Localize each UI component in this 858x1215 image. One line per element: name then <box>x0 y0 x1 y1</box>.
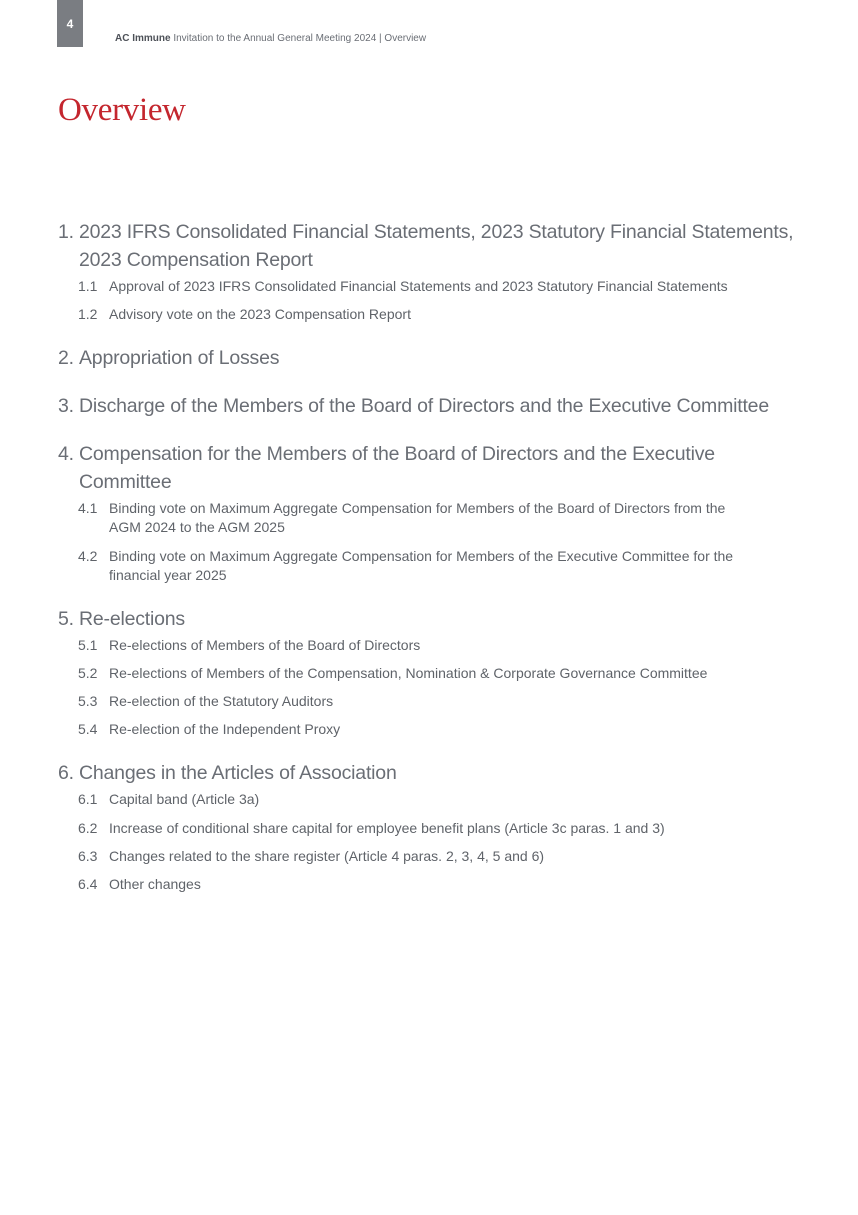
page-number-tab <box>57 0 83 47</box>
agenda-sub-item <box>78 499 808 537</box>
sub-item-number: 5.2 <box>78 664 98 681</box>
section-number: 6. <box>58 762 74 785</box>
sub-item-text: Binding vote on Maximum Aggregate Compensation for Members of the Board of Directors from the AGM 2024 to the AGM 2025 <box>109 500 726 536</box>
section-title: Appropriation of Losses <box>79 347 280 370</box>
sub-item-text: Increase of conditional share capital for employee benefit plans (Article 3c paras. 1 and 3) <box>109 819 665 836</box>
section-heading <box>58 344 808 372</box>
brand-name: AC Immune <box>115 33 171 44</box>
sub-item-number: 6.3 <box>78 848 98 865</box>
section-heading <box>58 605 808 633</box>
sub-item-text: Re-election of the Statutory Auditors <box>109 693 334 710</box>
section-title: Compensation for the Members of the Board of Directors and the Executive Committee <box>79 443 715 494</box>
section-heading <box>58 440 808 496</box>
agenda-sub-item <box>78 547 808 585</box>
sub-item-text: Advisory vote on the 2023 Compensation Report <box>109 306 411 323</box>
agenda-section <box>58 392 808 420</box>
document-title: Invitation to the Annual General Meeting 2024 | Overview <box>173 33 427 44</box>
sub-item-number: 4.1 <box>78 500 98 517</box>
agenda-sub-item <box>78 875 808 894</box>
sub-item-number: 5.1 <box>78 636 98 653</box>
sub-item-list <box>78 636 808 740</box>
section-heading <box>58 759 808 787</box>
sub-item-list <box>78 790 808 894</box>
running-header <box>115 33 426 44</box>
agenda-section <box>58 605 808 740</box>
sub-item-number: 5.3 <box>78 693 98 710</box>
page-title: Overview <box>58 92 186 128</box>
section-number: 4. <box>58 443 74 466</box>
agenda-section <box>58 759 808 894</box>
sub-item-number: 1.1 <box>78 278 98 294</box>
section-number: 2. <box>58 347 74 370</box>
section-title: Discharge of the Members of the Board of Directors and the Executive Committee <box>79 395 769 418</box>
sub-item-text: Re-election of the Independent Proxy <box>109 721 341 738</box>
section-heading <box>58 392 808 420</box>
sub-item-number: 6.4 <box>78 876 98 893</box>
section-heading <box>58 218 808 274</box>
agenda-sub-item <box>78 790 808 809</box>
sub-item-number: 1.2 <box>78 306 98 323</box>
sub-item-number: 6.1 <box>78 791 98 808</box>
section-title: Re-elections <box>79 607 185 630</box>
agenda-section <box>58 440 808 584</box>
agenda-sub-item <box>78 636 808 655</box>
section-title: 2023 IFRS Consolidated Financial Statements, 2023 Statutory Financial Statements, 2023 Compensation Report <box>79 221 794 271</box>
agenda-sub-item <box>78 664 808 683</box>
sub-item-text: Re-elections of Members of the Board of Directors <box>109 636 421 653</box>
page-number: 4 <box>66 16 74 31</box>
sub-item-text: Capital band (Article 3a) <box>109 791 260 808</box>
sub-item-list <box>78 277 808 324</box>
agenda-sub-item <box>78 692 808 711</box>
agenda-sub-item <box>78 720 808 739</box>
sub-item-text: Other changes <box>109 876 201 893</box>
agenda-list <box>58 218 808 914</box>
sub-item-text: Binding vote on Maximum Aggregate Compensation for Members of the Executive Committee for the financial year 2025 <box>109 547 734 583</box>
sub-item-number: 5.4 <box>78 721 98 738</box>
agenda-sub-item <box>78 819 808 838</box>
sub-item-number: 6.2 <box>78 819 98 836</box>
sub-item-list <box>78 499 808 584</box>
section-number: 1. <box>58 221 74 243</box>
sub-item-number: 4.2 <box>78 547 98 564</box>
section-number: 3. <box>58 395 74 418</box>
agenda-section <box>58 344 808 372</box>
section-title: Changes in the Articles of Association <box>79 762 397 785</box>
agenda-sub-item <box>78 277 808 296</box>
sub-item-text: Changes related to the share register (Article 4 paras. 2, 3, 4, 5 and 6) <box>109 848 545 865</box>
section-number: 5. <box>58 607 74 630</box>
agenda-sub-item <box>78 847 808 866</box>
agenda-section <box>58 218 808 324</box>
sub-item-text: Approval of 2023 IFRS Consolidated Financial Statements and 2023 Statutory Financial Statements <box>109 278 728 294</box>
sub-item-text: Re-elections of Members of the Compensation, Nomination & Corporate Governance Committee <box>109 664 708 681</box>
agenda-sub-item <box>78 305 808 324</box>
